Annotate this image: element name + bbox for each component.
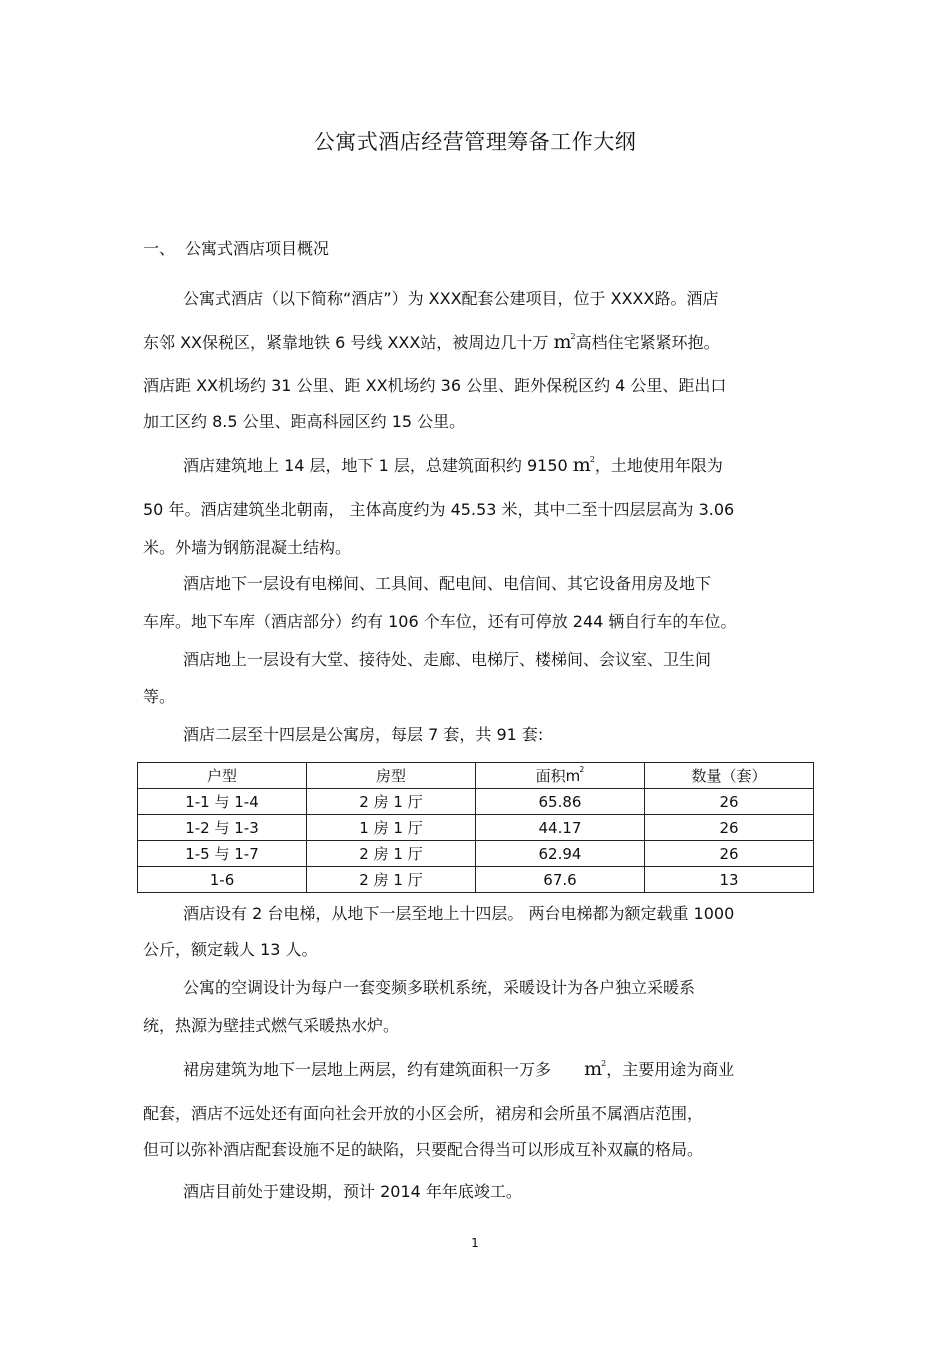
table-header-cell: 户型: [138, 763, 307, 789]
table-header-cell: 房型: [307, 763, 476, 789]
table-cell: 2 房 1 厅: [307, 841, 476, 867]
table-cell: 44.17: [476, 815, 645, 841]
table-row: [138, 789, 814, 815]
table-cell: 1-1 与 1-4: [138, 789, 307, 815]
paragraph-line: 裙房建筑为地下一层地上两层，约有建筑面积一万多 $m^2$，主要用途为商业: [183, 1058, 735, 1080]
paragraph-line: 酒店距 XX机场约 31 公里、距 XX机场约 36 公里、距外保税区约 4 公里、距出口: [143, 376, 727, 395]
paragraph-line: 酒店设有 2 台电梯，从地下一层至地上十四层。 两台电梯都为额定载重 1000: [183, 904, 735, 923]
table-cell: 1 房 1 厅: [307, 815, 476, 841]
table-cell: 67.6: [476, 867, 645, 893]
paragraph-line: 但可以弥补酒店配套设施不足的缺陷，只要配合得当可以形成互补双赢的格局。: [143, 1140, 704, 1159]
paragraph-line: 酒店地上一层设有大堂、接待处、走廊、电梯厅、楼梯间、会议室、卫生间: [183, 650, 712, 669]
paragraph-line: 等。: [143, 687, 176, 706]
paragraph-line: 酒店地下一层设有电梯间、工具间、配电间、电信间、其它设备用房及地下: [183, 574, 712, 593]
table-cell: 2 房 1 厅: [307, 867, 476, 893]
area-unit: $m^2$: [553, 331, 576, 353]
paragraph-line: 加工区约 8.5 公里、距高科园区约 15 公里。: [143, 412, 466, 431]
section-title: 公寓式酒店项目概况: [185, 239, 330, 258]
paragraph-line: 公斤，额定载人 13 人。: [143, 940, 318, 959]
section-heading: [143, 236, 329, 259]
table-cell: 26: [645, 841, 814, 867]
document-title: 公寓式酒店经营管理筹备工作大纲: [313, 130, 637, 154]
table-cell: 65.86: [476, 789, 645, 815]
table-row: [138, 841, 814, 867]
area-unit: $m^2$: [572, 454, 595, 476]
unit-table: [137, 762, 814, 893]
page-number: 1: [471, 1236, 479, 1250]
paragraph-line: 配套，酒店不远处还有面向社会开放的小区会所，裙房和会所虽不属酒店范围，: [143, 1104, 704, 1123]
table-cell: 62.94: [476, 841, 645, 867]
table-cell: 1-5 与 1-7: [138, 841, 307, 867]
paragraph-line: 酒店建筑地上 14 层，地下 1 层，总建筑面积约 9150 $m^2$，土地使用年限为: [183, 454, 723, 476]
table-header-cell: 面积$m^2$: [476, 763, 645, 789]
paragraph-line: 米。外墙为钢筋混凝土结构。: [143, 538, 352, 557]
table-row: [138, 867, 814, 893]
paragraph-line: 东邻 XX保税区，紧靠地铁 6 号线 XXX站，被周边几十万 $m^2$高档住宅紧紧环抱。: [143, 331, 720, 353]
table-cell: 1-2 与 1-3: [138, 815, 307, 841]
table-cell: 1-6: [138, 867, 307, 893]
table-cell: 26: [645, 815, 814, 841]
table-row: [138, 815, 814, 841]
table-cell: 26: [645, 789, 814, 815]
table-header-row: [138, 763, 814, 789]
paragraph-line: 50 年。酒店建筑坐北朝南， 主体高度约为 45.53 米，其中二至十四层层高为 3.06: [143, 500, 735, 519]
paragraph-line: 车库。地下车库（酒店部分）约有 106 个车位，还有可停放 244 辆自行车的车位。: [143, 612, 737, 631]
paragraph-line: 统，热源为壁挂式燃气采暖热水炉。: [143, 1016, 400, 1035]
table-cell: 13: [645, 867, 814, 893]
table-header-cell: 数量（套）: [645, 763, 814, 789]
table-cell: 2 房 1 厅: [307, 789, 476, 815]
area-unit: $m^2$: [584, 1058, 607, 1080]
paragraph-line: 公寓式酒店（以下简称“酒店”）为 XXX配套公建项目，位于 XXXX路。酒店: [183, 289, 719, 308]
section-number: 一、: [143, 239, 176, 258]
paragraph-line: 酒店二层至十四层是公寓房，每层 7 套，共 91 套:: [183, 725, 544, 744]
paragraph-line: 酒店目前处于建设期，预计 2014 年年底竣工。: [183, 1182, 522, 1201]
paragraph-line: 公寓的空调设计为每户一套变频多联机系统，采暖设计为各户独立采暖系: [183, 978, 696, 997]
